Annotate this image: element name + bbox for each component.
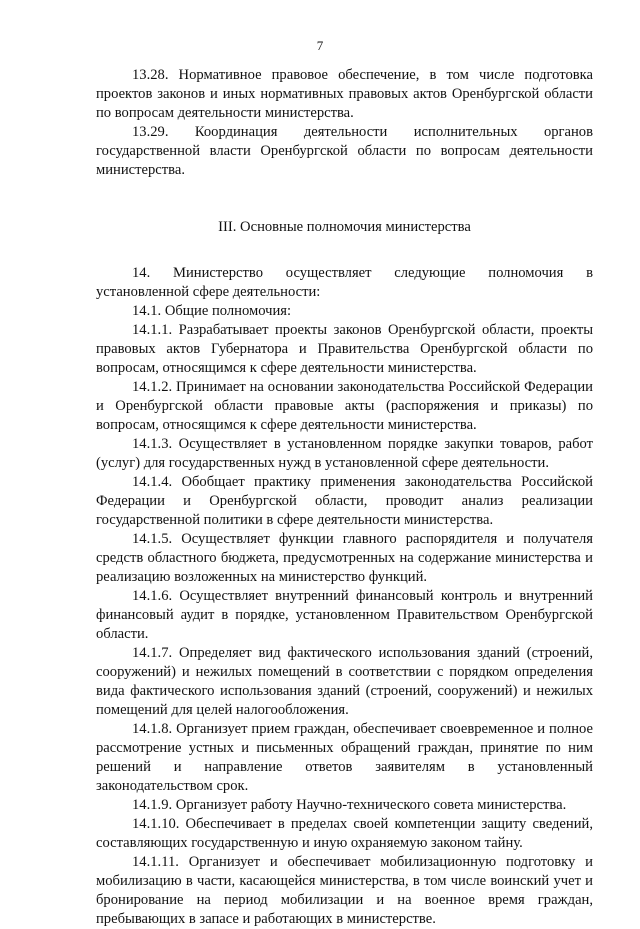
paragraph-13-29: 13.29. Координация деятельности исполнительных органов государственной власти Оренбургской области по вопросам деятельности министерства.: [96, 124, 593, 178]
paragraph-14-1-3: 14.1.3. Осуществляет в установленном порядке закупки товаров, работ (услуг) для государственных нужд в установленной сфере деятельности.: [96, 436, 593, 471]
paragraph-14-1-9: 14.1.9. Организует работу Научно-технического совета министерства.: [132, 797, 567, 813]
paragraph-14-1: 14.1. Общие полномочия:: [132, 303, 292, 319]
paragraph-14-1-1: 14.1.1. Разрабатывает проекты законов Оренбургской области, проекты правовых актов Губернатора и Правительства Оренбургской области по вопросам, относящимся к сфере деятельности министерства.: [96, 322, 593, 376]
paragraph-14-1-4: 14.1.4. Обобщает практику применения законодательства Российской Федерации и Оренбургской области, проводит анализ реализации государственной политики в сфере деятельности министерства.: [96, 474, 593, 528]
paragraph-14-1-2: 14.1.2. Принимает на основании законодательства Российской Федерации и Оренбургской области правовые акты (распоряжения и приказы) по вопросам, относящимся к сфере деятельности министерства.: [96, 379, 593, 433]
section-heading: III. Основные полномочия министерства: [218, 219, 471, 235]
paragraph-14: 14. Министерство осуществляет следующие полномочия в установленной сфере деятельности:: [96, 265, 593, 300]
paragraph-13-28: 13.28. Нормативное правовое обеспечение, в том числе подготовка проектов законов и иных нормативных правовых актов Оренбургской области по вопросам деятельности министерства.: [96, 67, 593, 121]
paragraph-14-1-7: 14.1.7. Определяет вид фактического использования зданий (строений, сооружений) и нежилых помещений в соответствии с порядком определения вида фактического использования зданий (строений, сооружений) и нежилых помещений для целей налогообложения.: [96, 645, 593, 718]
paragraph-14-1-8: 14.1.8. Организует прием граждан, обеспечивает своевременное и полное рассмотрение устных и письменных обращений граждан, принятие по ним решений и направление ответов заявителям в установленный законодательством срок.: [96, 721, 593, 794]
paragraph-14-1-6: 14.1.6. Осуществляет внутренний финансовый контроль и внутренний финансовый аудит в порядке, установленном Правительством Оренбургской области.: [96, 588, 593, 642]
paragraph-14-1-5: 14.1.5. Осуществляет функции главного распорядителя и получателя средств областного бюджета, предусмотренных на содержание министерства и реализацию возложенных на министерство функций.: [96, 531, 593, 585]
document-body: [96, 66, 593, 929]
page-number: 7: [316, 38, 324, 53]
paragraph-14-1-10: 14.1.10. Обеспечивает в пределах своей компетенции защиту сведений, составляющих государственную и иную охраняемую законом тайну.: [96, 816, 593, 851]
paragraph-14-1-11: 14.1.11. Организует и обеспечивает мобилизационную подготовку и мобилизацию в части, касающейся министерства, в том числе воинский учет и бронирование на период мобилизации и на военное время граждан, пребывающих в запасе и работающих в министерстве.: [96, 854, 593, 927]
